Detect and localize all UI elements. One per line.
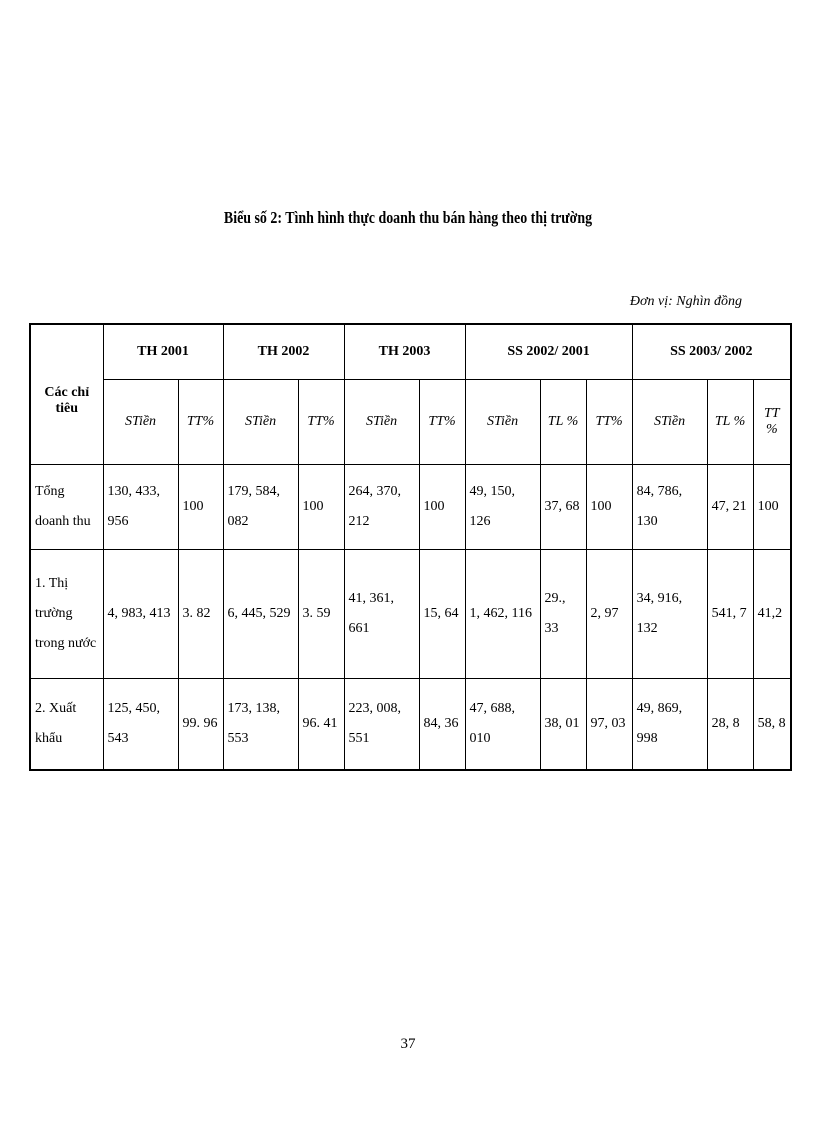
page-number: 37 (400, 1036, 416, 1052)
sub-header: TT% (298, 380, 344, 465)
sub-header: STiền (465, 380, 540, 465)
table-cell: 100 (298, 465, 344, 550)
sub-header: STiền (344, 380, 419, 465)
row-label: Tổng doanh thu (30, 465, 103, 550)
group-header: SS 2002/ 2001 (465, 324, 632, 380)
table-cell: 223, 008, 551 (344, 679, 419, 771)
table-cell: 97, 03 (586, 679, 632, 771)
table-cell: 38, 01 (540, 679, 586, 771)
row-label: 2. Xuất khẩu (30, 679, 103, 771)
table-cell: 15, 64 (419, 550, 465, 679)
sub-header: STiền (103, 380, 178, 465)
revenue-by-market-table (29, 323, 792, 771)
table-cell: 96. 41 (298, 679, 344, 771)
table-row (30, 679, 791, 771)
row-label: 1. Thị trường trong nước (30, 550, 103, 679)
sub-header: TT% (178, 380, 223, 465)
table-cell: 47, 21 (707, 465, 753, 550)
table-cell: 130, 433, 956 (103, 465, 178, 550)
table-cell: 100 (178, 465, 223, 550)
group-header: SS 2003/ 2002 (632, 324, 791, 380)
sub-header: TT% (419, 380, 465, 465)
table-cell: 541, 7 (707, 550, 753, 679)
group-header: TH 2003 (344, 324, 465, 380)
table-cell: 3. 59 (298, 550, 344, 679)
table-cell: 49, 150, 126 (465, 465, 540, 550)
sub-header: TT % (753, 380, 791, 465)
table-cell: 100 (419, 465, 465, 550)
table-cell: 1, 462, 116 (465, 550, 540, 679)
sub-header: TL % (707, 380, 753, 465)
table-cell: 28, 8 (707, 679, 753, 771)
table-cell: 34, 916, 132 (632, 550, 707, 679)
table-cell: 264, 370, 212 (344, 465, 419, 550)
table-row (30, 550, 791, 679)
sub-header: STiền (632, 380, 707, 465)
table-cell: 84, 36 (419, 679, 465, 771)
sub-header: TT% (586, 380, 632, 465)
table-cell: 6, 445, 529 (223, 550, 298, 679)
table-cell: 49, 869, 998 (632, 679, 707, 771)
group-header: TH 2001 (103, 324, 223, 380)
table-cell: 3. 82 (178, 550, 223, 679)
table-cell: 125, 450, 543 (103, 679, 178, 771)
group-header: TH 2002 (223, 324, 344, 380)
table-cell: 58, 8 (753, 679, 791, 771)
document-title: Biểu số 2: Tình hình thực doanh thu bán hàng theo thị trường (223, 208, 593, 227)
unit-note: Đơn vị: Nghìn đồng (629, 294, 742, 309)
table-cell: 179, 584, 082 (223, 465, 298, 550)
sub-header: STiền (223, 380, 298, 465)
table-cell: 29., 33 (540, 550, 586, 679)
table-cell: 100 (753, 465, 791, 550)
table-cell: 100 (586, 465, 632, 550)
table-cell: 47, 688, 010 (465, 679, 540, 771)
table-cell: 37, 68 (540, 465, 586, 550)
table-cell: 41,2 (753, 550, 791, 679)
table-cell: 99. 96 (178, 679, 223, 771)
table-row (30, 465, 791, 550)
row-header: Các chỉ tiêu (30, 324, 103, 465)
table-cell: 41, 361, 661 (344, 550, 419, 679)
table-cell: 4, 983, 413 (103, 550, 178, 679)
table-cell: 173, 138, 553 (223, 679, 298, 771)
sub-header: TL % (540, 380, 586, 465)
table-cell: 84, 786, 130 (632, 465, 707, 550)
table-cell: 2, 97 (586, 550, 632, 679)
